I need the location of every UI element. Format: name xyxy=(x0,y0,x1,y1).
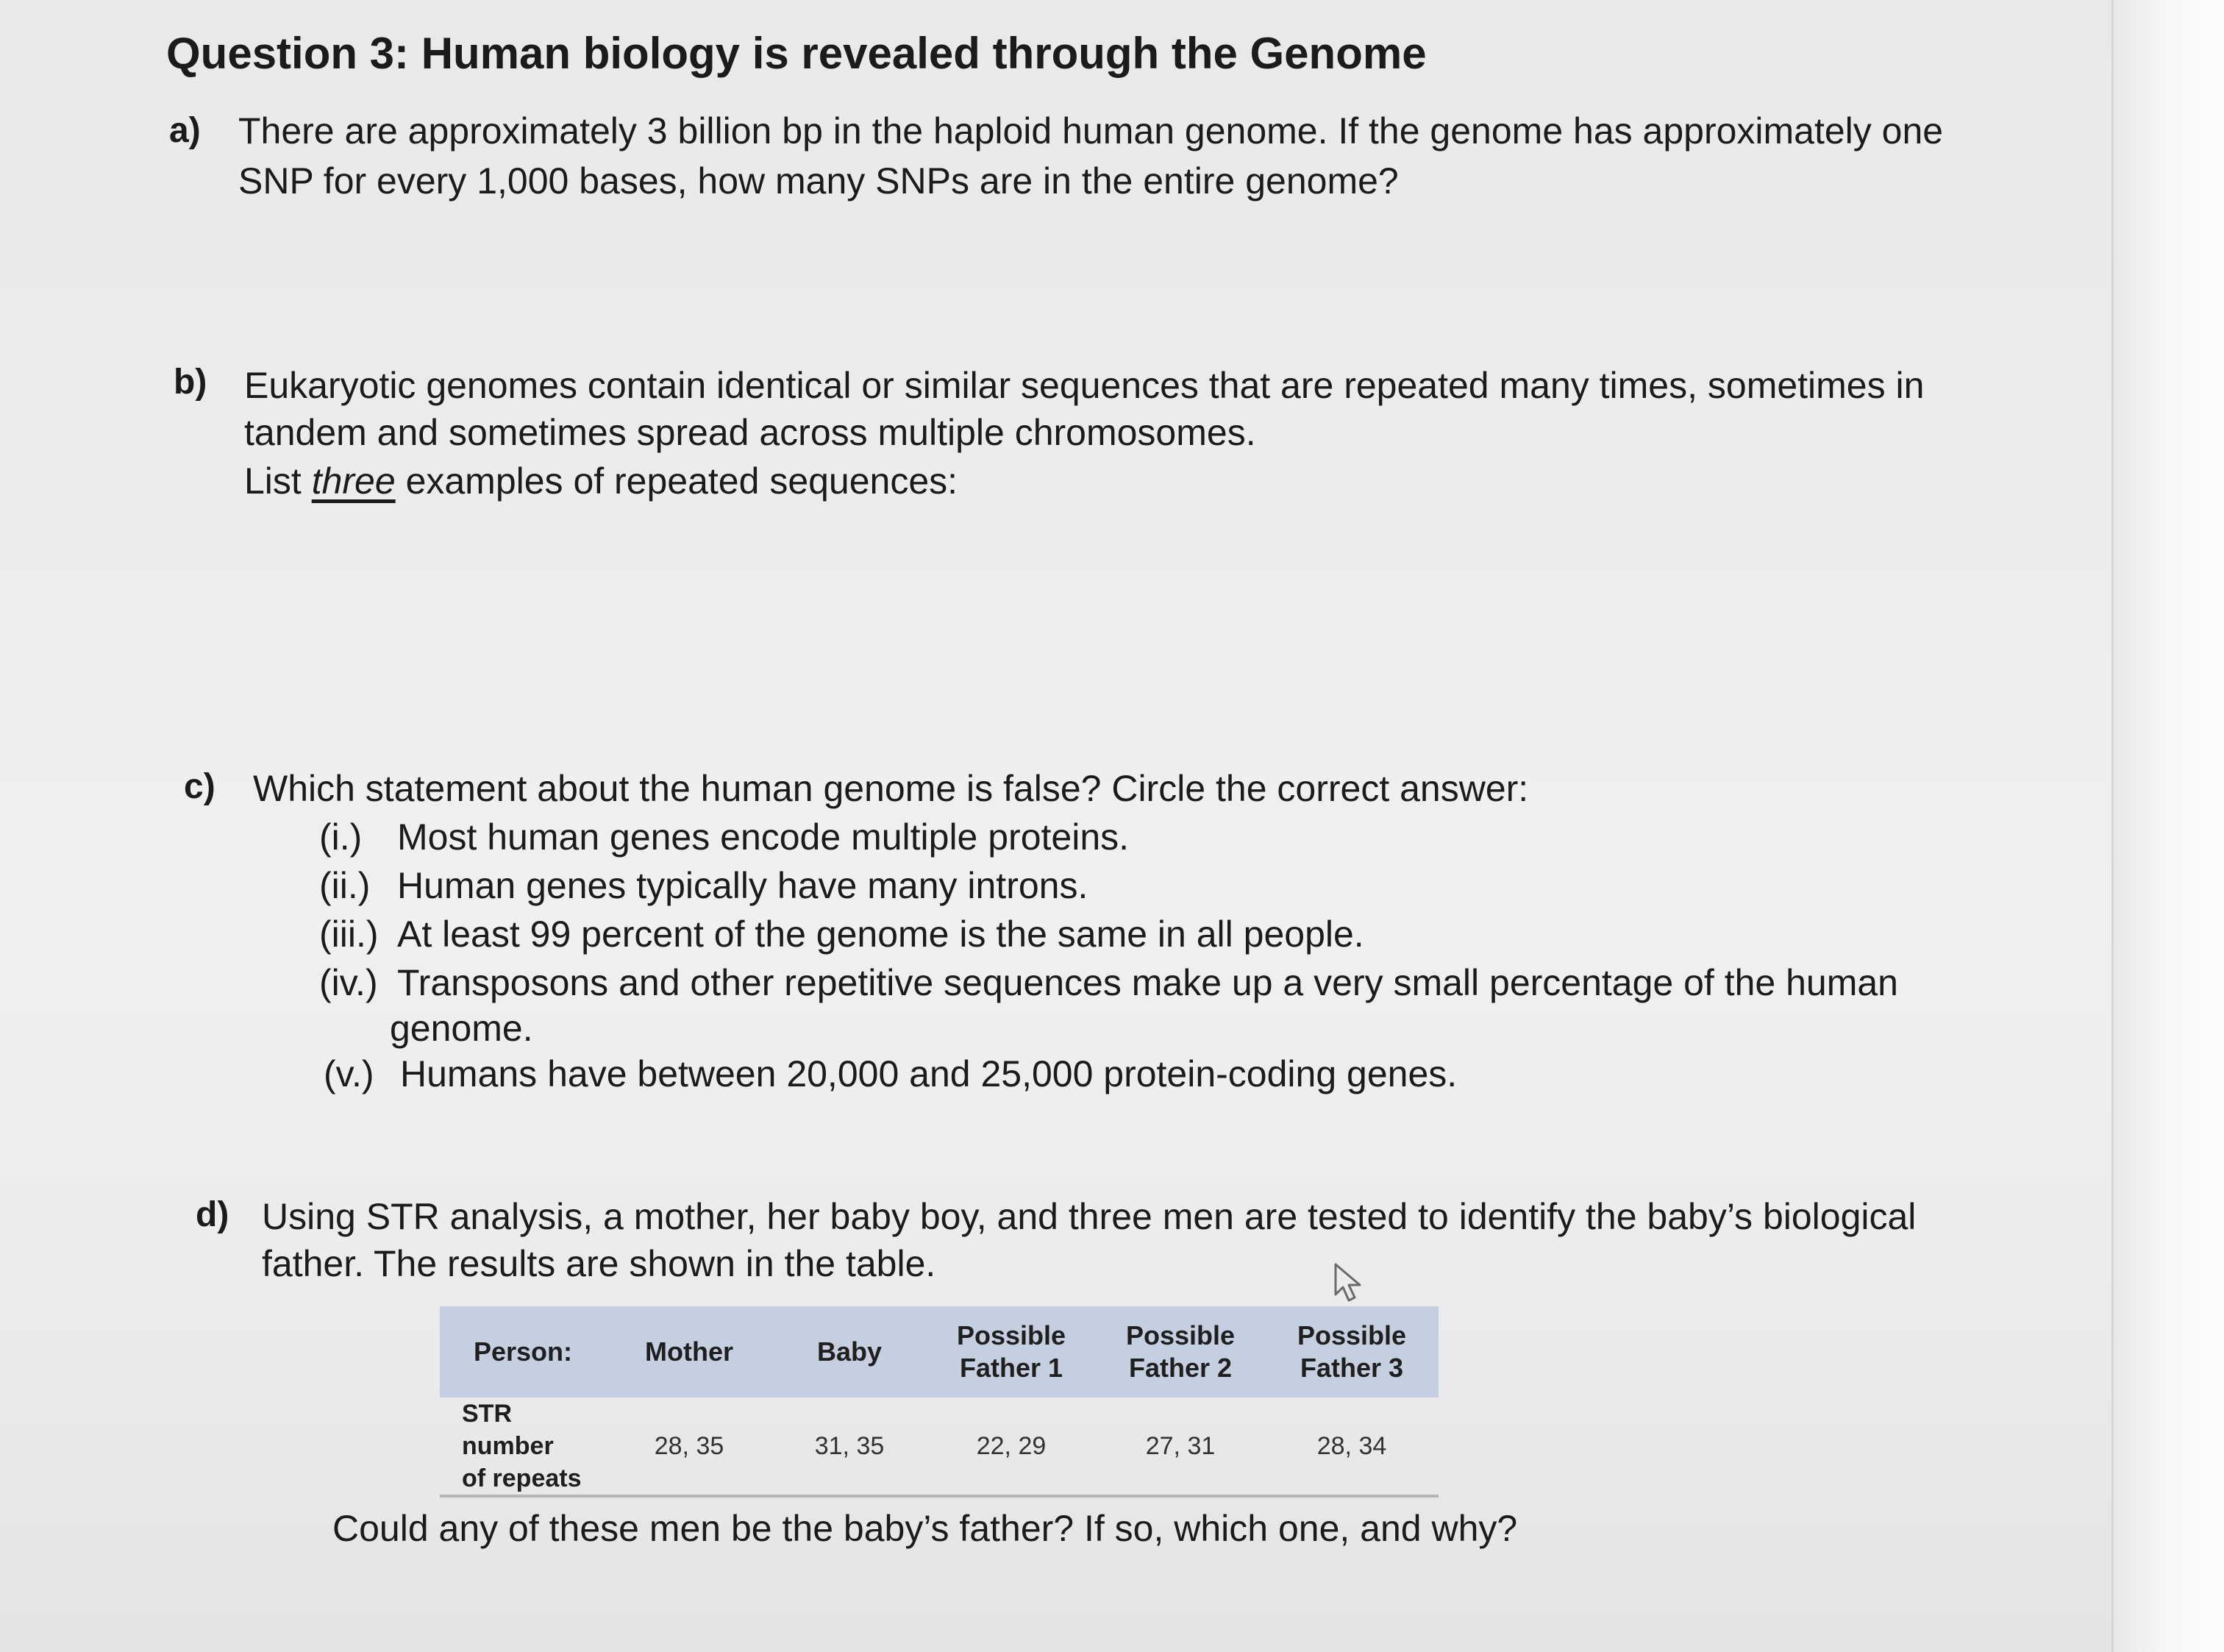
value-mother: 28, 35 xyxy=(606,1398,772,1496)
part-a-line-2: SNP for every 1,000 bases, how many SNPs are in the entire genome? xyxy=(238,160,1399,202)
part-b-line-3-pre: List xyxy=(244,460,312,502)
part-d-letter: d) xyxy=(196,1195,229,1234)
part-b-line-2: tandem and sometimes spread across multiple chromosomes. xyxy=(244,412,1256,453)
option-ii-text: Human genes typically have many introns. xyxy=(397,865,1088,906)
header-possible-father-2: Possible Father 2 xyxy=(1096,1306,1265,1398)
header-baby: Baby xyxy=(772,1306,927,1398)
part-b-line-3-post: examples of repeated sequences: xyxy=(395,460,958,502)
table-row xyxy=(440,1398,1439,1496)
option-iv-text: Transposons and other repetitive sequences make up a very small percentage of the human xyxy=(397,962,1898,1003)
row-label-str-repeats: STR number of repeats xyxy=(440,1398,606,1496)
header-possible-father-1: Possible Father 1 xyxy=(927,1306,1096,1398)
value-possible-father-1: 22, 29 xyxy=(927,1398,1096,1496)
value-baby: 31, 35 xyxy=(772,1398,927,1496)
part-d-line-2: father. The results are shown in the table. xyxy=(262,1243,936,1284)
option-v-text: Humans have between 20,000 and 25,000 protein-coding genes. xyxy=(400,1053,1458,1094)
header-possible-father-3: Possible Father 3 xyxy=(1265,1306,1439,1398)
mouse-pointer-icon xyxy=(1333,1262,1366,1303)
part-a-line-1: There are approximately 3 billion bp in the haploid human genome. If the genome has approximately one xyxy=(238,110,1944,152)
question-title: Question 3: Human biology is revealed through the Genome xyxy=(166,29,1427,78)
option-iv-number: (iv.) xyxy=(319,962,378,1003)
option-iii-number: (iii.) xyxy=(319,914,379,955)
value-possible-father-2: 27, 31 xyxy=(1096,1398,1265,1496)
table-header-row xyxy=(440,1306,1439,1398)
paper-edge xyxy=(2111,0,2224,1652)
part-d-followup-question: Could any of these men be the baby’s father? If so, which one, and why? xyxy=(332,1508,1518,1549)
option-ii-number: (ii.) xyxy=(319,865,371,906)
header-person: Person: xyxy=(440,1306,606,1398)
part-d-line-1: Using STR analysis, a mother, her baby boy, and three men are tested to identify the baby’s biological xyxy=(262,1196,1917,1237)
option-v-number: (v.) xyxy=(324,1053,374,1094)
part-c-letter: c) xyxy=(184,767,215,806)
part-b-letter: b) xyxy=(174,363,207,402)
part-b-line-3 xyxy=(244,457,958,505)
value-possible-father-3: 28, 34 xyxy=(1265,1398,1439,1496)
header-mother: Mother xyxy=(606,1306,772,1398)
str-results-table xyxy=(440,1306,1439,1498)
option-iii-text: At least 99 percent of the genome is the same in all people. xyxy=(397,914,1364,955)
option-i-text: Most human genes encode multiple proteins. xyxy=(397,816,1130,858)
option-iv-continuation: genome. xyxy=(390,1008,533,1049)
part-b-line-1: Eukaryotic genomes contain identical or similar sequences that are repeated many times, sometimes in xyxy=(244,365,1925,406)
part-b-emphasis: three xyxy=(311,460,396,502)
part-c-prompt: Which statement about the human genome is false? Circle the correct answer: xyxy=(253,768,1529,809)
part-a-letter: a) xyxy=(169,111,201,150)
option-i-number: (i.) xyxy=(319,816,363,858)
